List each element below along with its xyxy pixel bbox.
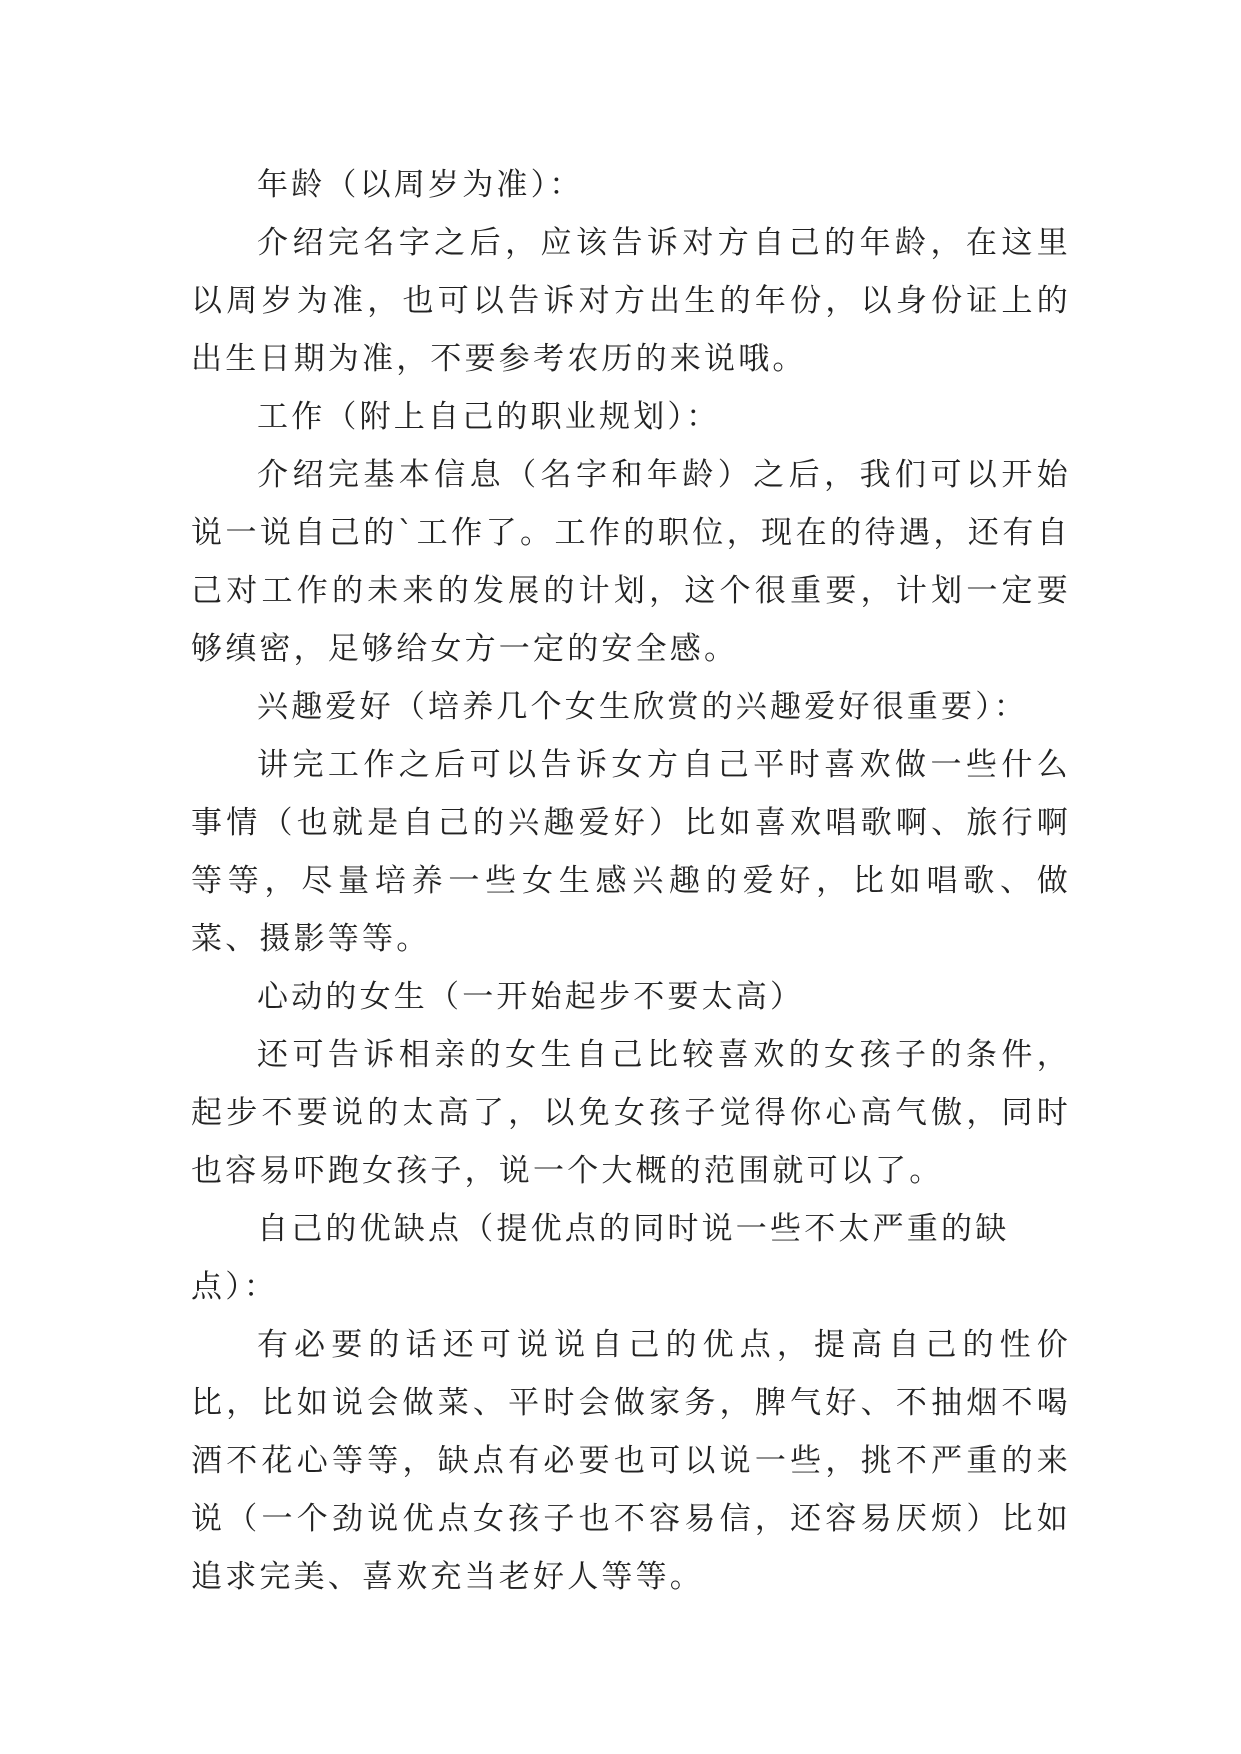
section-body-ideal-girl: 还可告诉相亲的女生自己比较喜欢的女孩子的条件，起步不要说的太高了，以免女孩子觉得你心高气傲，同时也容易吓跑女孩子，说一个大概的范围就可以了。 (191, 1037, 1071, 1189)
section-heading-ideal-girl: 心动的女生（一开始起步不要太高） (257, 979, 805, 1015)
section-body-pros-cons: 有必要的话还可说说自己的优点，提高自己的性价比，比如说会做菜、平时会做家务，脾气好、不抽烟不喝酒不花心等等，缺点有必要也可以说一些，挑不严重的来说（一个劲说优点女孩子也不容易信，还容易厌烦）比如追求完美、喜欢充当老好人等等。 (191, 1327, 1071, 1595)
section-heading-work: 工作（附上自己的职业规划）： (257, 399, 721, 435)
section-body-hobbies: 讲完工作之后可以告诉女方自己平时喜欢做一些什么事情（也就是自己的兴趣爱好）比如喜欢唱歌啊、旅行啊等等，尽量培养一些女生感兴趣的爱好，比如唱歌、做菜、摄影等等。 (191, 747, 1071, 957)
section-body-work: 介绍完基本信息（名字和年龄）之后，我们可以开始说一说自己的`工作了。工作的职位，现在的待遇，还有自己对工作的未来的发展的计划，这个很重要，计划一定要够缜密，足够给女方一定的安全感。 (191, 457, 1071, 667)
section-heading-age: 年龄（以周岁为准）： (257, 167, 584, 203)
section-body-age: 介绍完名字之后，应该告诉对方自己的年龄，在这里以周岁为准，也可以告诉对方出生的年份，以身份证上的出生日期为准，不要参考农历的来说哦。 (191, 225, 1071, 377)
document-content (191, 156, 1071, 1606)
section-heading-pros-cons: 自己的优缺点（提优点的同时说一些不太严重的缺点）： (191, 1211, 1010, 1305)
section-heading-hobbies: 兴趣爱好（培养几个女生欣赏的兴趣爱好很重要）： (257, 689, 1029, 725)
